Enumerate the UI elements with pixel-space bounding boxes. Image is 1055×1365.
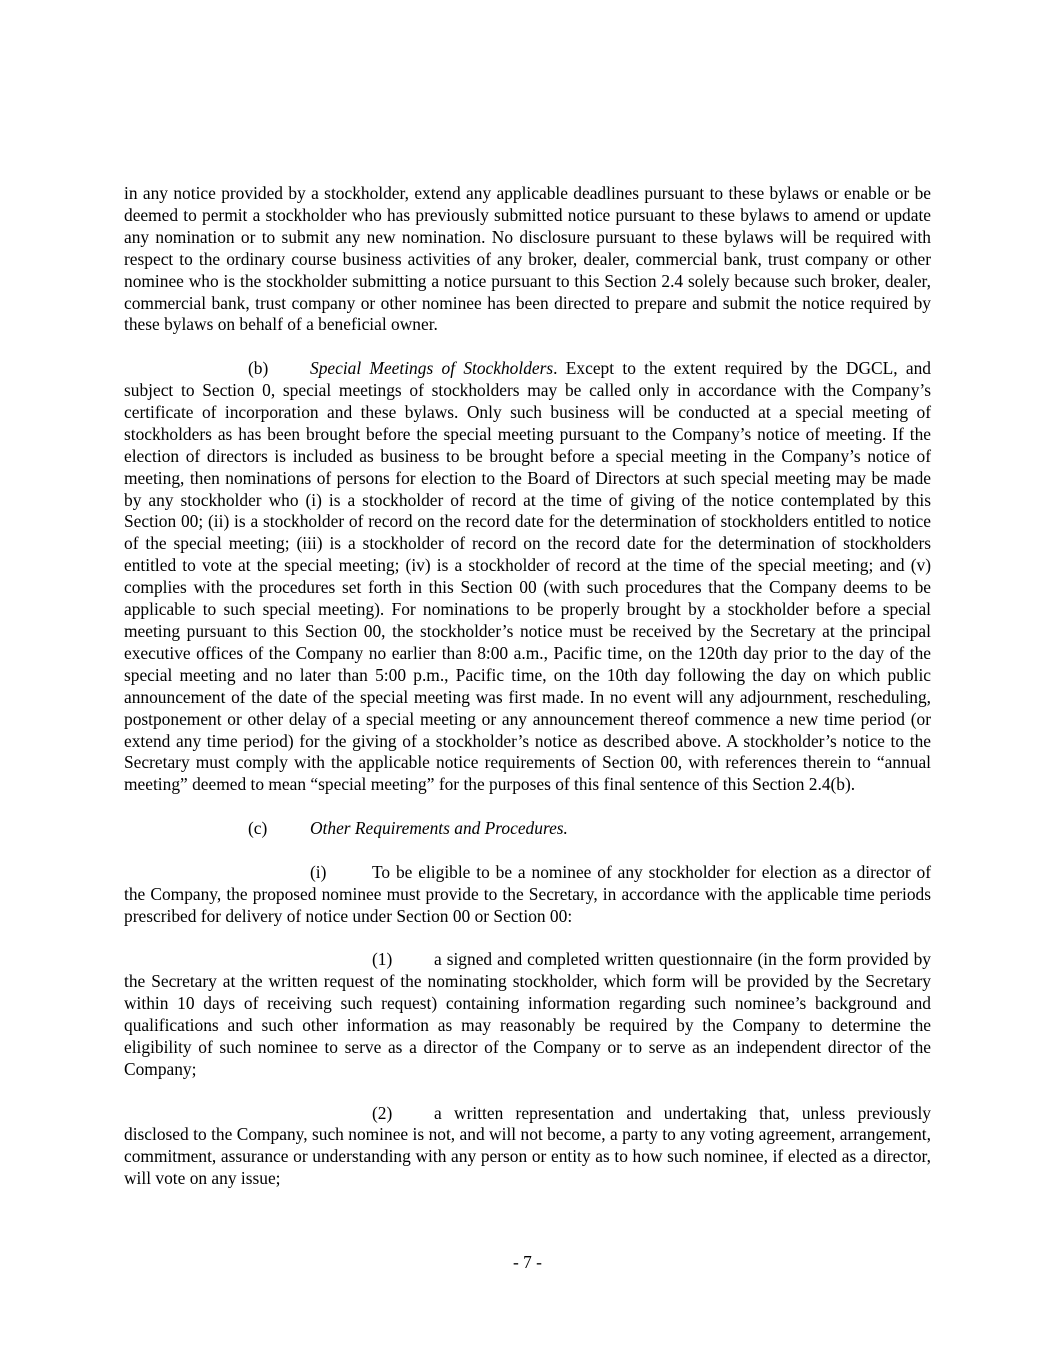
paragraph-c-other-requirements — [124, 818, 931, 840]
paragraph-i-eligibility — [124, 862, 931, 928]
paragraph-2-representation — [124, 1103, 931, 1191]
section-heading: Special Meetings of Stockholders — [310, 358, 554, 379]
section-marker: (i) — [310, 861, 327, 882]
paragraph-1-questionnaire — [124, 949, 931, 1080]
section-marker: (2) — [372, 1102, 393, 1123]
page-number: - 7 - — [513, 1252, 542, 1272]
paragraph-text: in any notice provided by a stockholder, extend any applicable deadlines pursuant to these bylaws or enable or be deemed to permit a stockholder who has previously submitted notice pursuant to these bylaws to amend or update any nomination or to submit any new nomination. No disclosure pursuant to these bylaws will be required with respect to the ordinary course business activities of any broker, dealer, commercial bank, trust company or other nominee who is the stockholder submitting a notice pursuant to this Section 2.4 solely because such broker, dealer, commercial bank, trust company or other nominee has been directed to prepare and submit the notice required by these bylaws on behalf of a beneficial owner. — [124, 183, 931, 335]
document-body — [124, 183, 931, 1190]
paragraph-text: To be eligible to be a nominee of any stockholder for election as a director of the Company, the proposed nominee must provide to the Secretary, in accordance with the applicable time periods prescribed for delivery of notice under Section 00 or Section 00: — [124, 861, 931, 926]
section-heading: Other Requirements and Procedures. — [310, 818, 568, 839]
paragraph-b-special-meetings — [124, 358, 931, 796]
section-marker: (1) — [372, 949, 393, 970]
paragraph-text: a written representation and undertaking that, unless previously disclosed to the Company, such nominee is not, and will not become, a party to any voting agreement, arrangement, commitment, assurance or understanding with any person or entity as to how such nominee, if elected as a director, will vote on any issue; — [124, 1102, 931, 1189]
paragraph-text: . Except to the extent required by the DGCL, and subject to Section 0, special meetings of stockholders may be called only in accordance with the Company’s certificate of incorporation and these bylaws. Only such business will be conducted at a special meeting of stockholders as has been brought before the special meeting pursuant to the Company’s notice of meeting. If the election of directors is included as business to be brought before a special meeting in the Company’s notice of meeting, then nominations of persons for election to the Board of Directors at such special meeting may be made by any stockholder who (i) is a stockholder of record at the time of giving of the notice contemplated by this Section 00; (ii) is a stockholder of record on the record date for the determination of stockholders entitled to notice of the special meeting; (iii) is a stockholder of record on the record date for the determination of stockholders entitled to vote at the special meeting; (iv) is a stockholder of record at the time of the special meeting; and (v) complies with the procedures set forth in this Section 00 (with such procedures that the Company deems to be applicable to such special meeting). For nominations to be properly brought by a stockholder before a special meeting pursuant to this Section 00, the stockholder’s notice must be received by the Secretary at the principal executive offices of the Company no earlier than 8:00 a.m., Pacific time, on the 120th day prior to the day of the special meeting and no later than 5:00 p.m., Pacific time, on the 10th day following the day on which public announcement of the date of the special meeting was first made. In no event will any adjournment, rescheduling, postponement or other delay of a special meeting or any announcement thereof commence a new time period (or extend any time period) for the giving of a stockholder’s notice as described above. A stockholder’s notice to the Secretary must comply with the applicable notice requirements of Section 00, with references therein to “annual meeting” deemed to mean “special meeting” for the purposes of this final sentence of this Section 2.4(b). — [124, 358, 931, 795]
paragraph-continuation — [124, 183, 931, 336]
section-marker: (c) — [248, 818, 268, 839]
paragraph-text: a signed and completed written questionnaire (in the form provided by the Secretary at the written request of the nominating stockholder, which form will be provided by the Secretary within 10 days of receiving such request) containing information regarding such nominee’s background and qualifications and such other information as may reasonably be required by the Company to determine the eligibility of such nominee to serve as a director of the Company or to serve as an independent director of the Company; — [124, 949, 931, 1079]
section-marker: (b) — [248, 358, 269, 379]
